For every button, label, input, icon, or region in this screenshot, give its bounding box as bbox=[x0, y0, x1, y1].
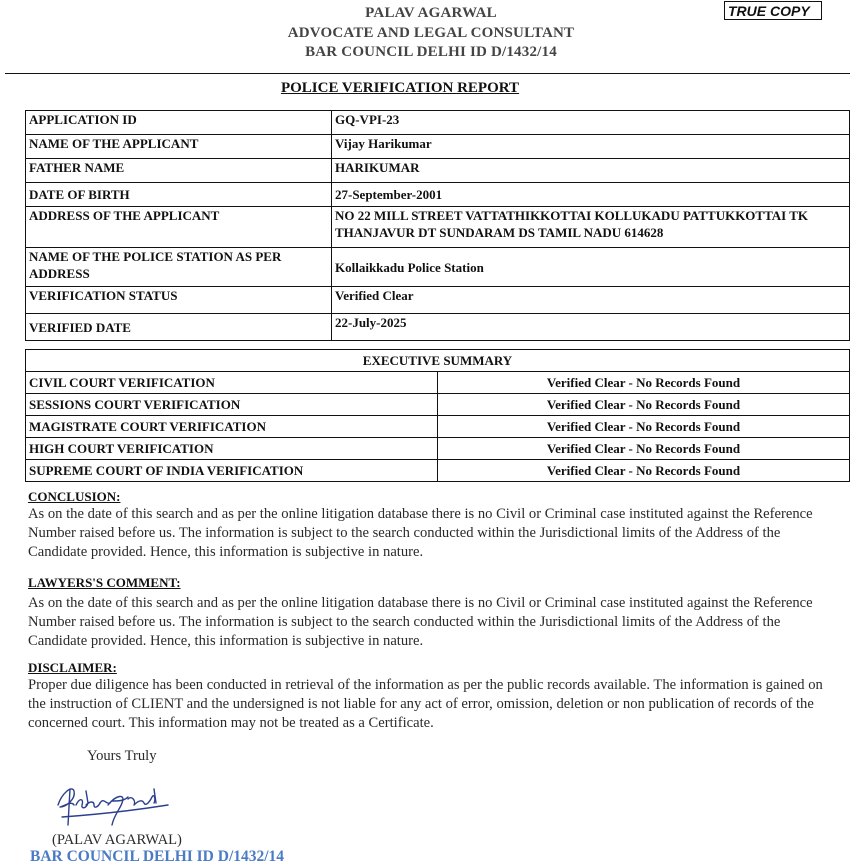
table-row bbox=[26, 460, 850, 482]
conclusion-section bbox=[28, 489, 843, 562]
table-row bbox=[26, 314, 850, 341]
summary-value: Verified Clear - No Records Found bbox=[438, 372, 850, 394]
detail-label: NAME OF THE POLICE STATION AS PER ADDRESS bbox=[26, 248, 332, 287]
detail-value: 27-September-2001 bbox=[332, 183, 850, 207]
summary-label: CIVIL COURT VERIFICATION bbox=[26, 372, 438, 394]
table-row bbox=[26, 183, 850, 207]
detail-value: Verified Clear bbox=[332, 287, 850, 314]
summary-value: Verified Clear - No Records Found bbox=[438, 460, 850, 482]
lawyers-comment-text: As on the date of this search and as per the online litigation database there is no Civil or Criminal case instituted against the Reference Number raised before us. The information is subject to the search conducted within the Jurisdictional limits of the Address of the Candidate provided. Hence, this information is subjective in nature. bbox=[28, 595, 813, 649]
executive-summary-table bbox=[25, 349, 850, 482]
detail-label: ADDRESS OF THE APPLICANT bbox=[26, 207, 332, 248]
table-row bbox=[26, 372, 850, 394]
table-row bbox=[26, 416, 850, 438]
summary-label: SESSIONS COURT VERIFICATION bbox=[26, 394, 438, 416]
table-row bbox=[26, 287, 850, 314]
detail-value: HARIKUMAR bbox=[332, 159, 850, 183]
disclaimer-text: Proper due diligence has been conducted in retrieval of the information as per the public records available. The information is gained on the instruction of CLIENT and the undersigned is not liable for any act of error, omission, deletion or non publication of records of the concerned court. This information may not be treated as a Certificate. bbox=[28, 677, 823, 731]
detail-label: DATE OF BIRTH bbox=[26, 183, 332, 207]
report-title: POLICE VERIFICATION REPORT bbox=[280, 80, 520, 96]
salutation: Yours Truly bbox=[87, 748, 157, 764]
lawyers-comment-heading: LAWYERS'S COMMENT: bbox=[28, 575, 181, 590]
signatory-name: (PALAV AGARWAL) bbox=[52, 832, 182, 848]
summary-label: HIGH COURT VERIFICATION bbox=[26, 438, 438, 460]
header-divider bbox=[5, 73, 850, 74]
table-row bbox=[26, 207, 850, 248]
summary-value: Verified Clear - No Records Found bbox=[438, 438, 850, 460]
detail-label: NAME OF THE APPLICANT bbox=[26, 135, 332, 159]
detail-label: APPLICATION ID bbox=[26, 111, 332, 135]
true-copy-stamp: TRUE COPY bbox=[724, 1, 822, 20]
signatory-bar-id: BAR COUNCIL DELHI ID D/1432/14 bbox=[30, 848, 285, 865]
table-row bbox=[26, 350, 850, 372]
lawyers-comment-section bbox=[28, 575, 843, 651]
disclaimer-heading: DISCLAIMER: bbox=[28, 660, 117, 675]
detail-value: Kollaikkadu Police Station bbox=[332, 248, 850, 287]
summary-heading: EXECUTIVE SUMMARY bbox=[26, 350, 850, 372]
summary-value: Verified Clear - No Records Found bbox=[438, 394, 850, 416]
advocate-name: PALAV AGARWAL bbox=[365, 5, 497, 21]
detail-label: VERIFICATION STATUS bbox=[26, 287, 332, 314]
header-bar-id: BAR COUNCIL DELHI ID D/1432/14 bbox=[305, 44, 557, 60]
applicant-details-table bbox=[25, 110, 850, 341]
detail-value: Vijay Harikumar bbox=[332, 135, 850, 159]
table-row bbox=[26, 111, 850, 135]
table-row bbox=[26, 159, 850, 183]
summary-label: SUPREME COURT OF INDIA VERIFICATION bbox=[26, 460, 438, 482]
table-row bbox=[26, 394, 850, 416]
detail-value: GQ-VPI-23 bbox=[332, 111, 850, 135]
table-row bbox=[26, 438, 850, 460]
table-row bbox=[26, 135, 850, 159]
letterhead bbox=[0, 4, 862, 63]
summary-label: MAGISTRATE COURT VERIFICATION bbox=[26, 416, 438, 438]
table-row bbox=[26, 248, 850, 287]
detail-label: VERIFIED DATE bbox=[26, 314, 332, 341]
signature-image bbox=[50, 775, 180, 835]
detail-value: NO 22 MILL STREET VATTATHIKKOTTAI KOLLUKADU PATTUKKOTTAI TK THANJAVUR DT SUNDARAM DS TAMIL NADU 614628 bbox=[332, 207, 850, 248]
detail-value: 22-July-2025 bbox=[332, 314, 850, 341]
conclusion-text: As on the date of this search and as per the online litigation database there is no Civil or Criminal case instituted against the Reference Number raised before us. The information is subject to the search conducted within the Jurisdictional limits of the Address of the Candidate provided. Hence, this information is subjective in nature. bbox=[28, 506, 813, 560]
summary-value: Verified Clear - No Records Found bbox=[438, 416, 850, 438]
detail-label: FATHER NAME bbox=[26, 159, 332, 183]
conclusion-heading: CONCLUSION: bbox=[28, 489, 121, 504]
advocate-designation: ADVOCATE AND LEGAL CONSULTANT bbox=[287, 24, 575, 41]
disclaimer-section bbox=[28, 660, 843, 733]
